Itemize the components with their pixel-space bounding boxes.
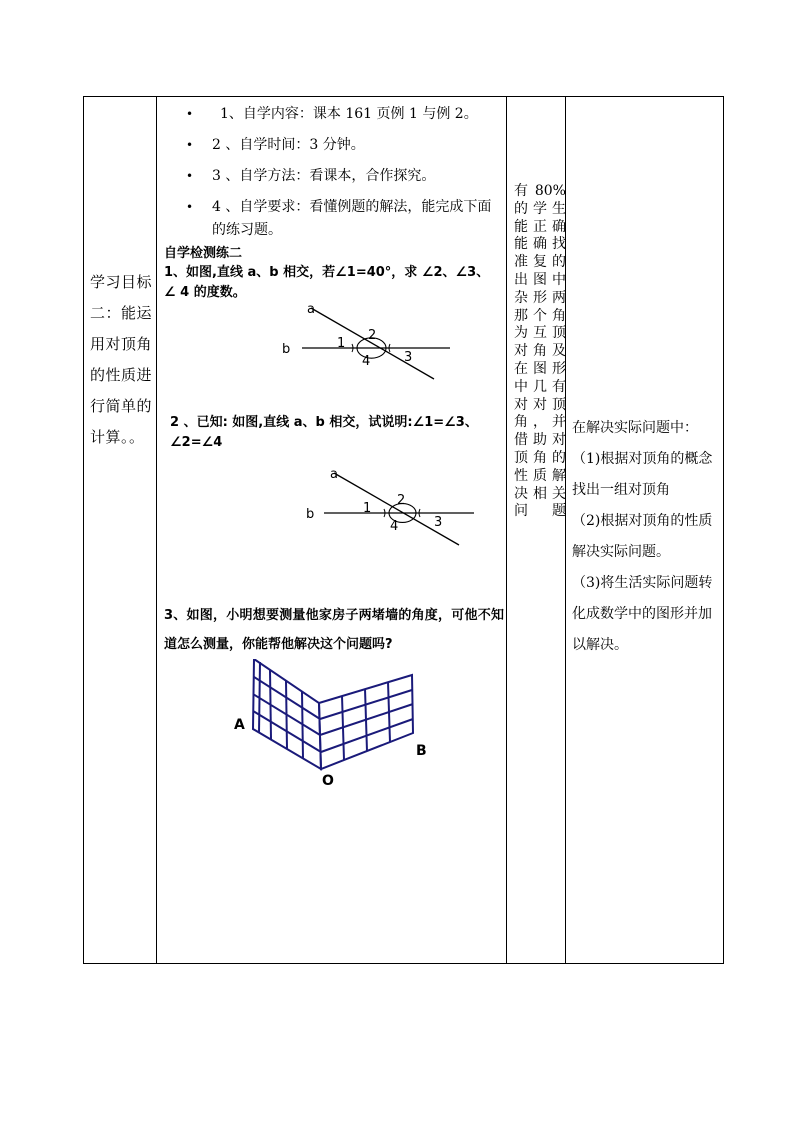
section-title: 自学检测练二: [164, 246, 243, 261]
angle-1-label: 1: [363, 501, 372, 516]
question-3: 3、如图，小明想要测量他家房子两堵墙的角度，可他不知道怎么测量，你能帮他解决这个问题吗?: [164, 608, 504, 652]
angle-1-label: 1: [337, 336, 346, 351]
intersecting-lines-figure-2: [164, 453, 504, 553]
label-b: b: [306, 507, 315, 522]
notes-intro: 在解决实际问题中：: [572, 420, 698, 436]
bullet-icon: •: [186, 200, 194, 214]
bullet-icon: •: [186, 169, 194, 183]
bullet-item: • 2 、自学时间：3 分钟。: [164, 134, 504, 157]
label-O: O: [322, 773, 334, 789]
question-2: 2 、已知: 如图,直线 a、b 相交，试说明:∠1=∠3、 ∠2=∠4: [170, 415, 478, 450]
column-divider: [156, 97, 157, 963]
content-cell: [164, 103, 504, 789]
question-1: 1、如图,直线 a、b 相交，若∠1=40°，求 ∠2、∠3、 ∠ 4 的度数。: [164, 265, 490, 300]
column-divider: [506, 97, 507, 963]
outcome-cell: 有 80%的学生能正确能确找准复的出图中杂形两那个角为互顶对角及在图形中几有对对顶角，并借助对顶角的性质解决相关问题: [514, 183, 566, 520]
label-B: B: [416, 743, 427, 759]
angle-3-label: 3: [434, 515, 443, 530]
notes-item: （1)根据对顶角的概念找出一组对顶角: [572, 451, 713, 498]
notes-item: （2)根据对顶角的性质解决实际问题。: [572, 513, 713, 560]
intersecting-lines-figure-1: [164, 303, 504, 401]
label-b: b: [282, 342, 291, 357]
label-a: a: [330, 467, 338, 482]
notes-cell: [572, 413, 722, 661]
two-walls-figure: [164, 659, 504, 789]
learning-goal-cell: 学习目标二：能运用对顶角的性质进行简单的计算。。: [90, 273, 153, 446]
angle-4-label: 4: [362, 354, 371, 369]
label-A: A: [234, 717, 245, 733]
label-a: a: [307, 303, 315, 317]
bullet-icon: •: [186, 138, 194, 152]
angle-2-label: 2: [397, 493, 406, 508]
bullet-item: • 3 、自学方法：看课本，合作探究。: [164, 165, 504, 188]
angle-2-label: 2: [368, 328, 377, 343]
angle-3-label: 3: [404, 350, 413, 365]
angle-4-label: 4: [390, 519, 399, 534]
lesson-table: [83, 96, 724, 964]
bullet-item: • 4 、自学要求：看懂例题的解法，能完成下面的练习题。: [164, 196, 504, 242]
notes-item: （3)将生活实际问题转化成数学中的图形并加以解决。: [572, 575, 713, 653]
bullet-icon: •: [186, 107, 194, 121]
bullet-item: • 1、自学内容：课本 161 页例 1 与例 2。: [164, 103, 504, 126]
